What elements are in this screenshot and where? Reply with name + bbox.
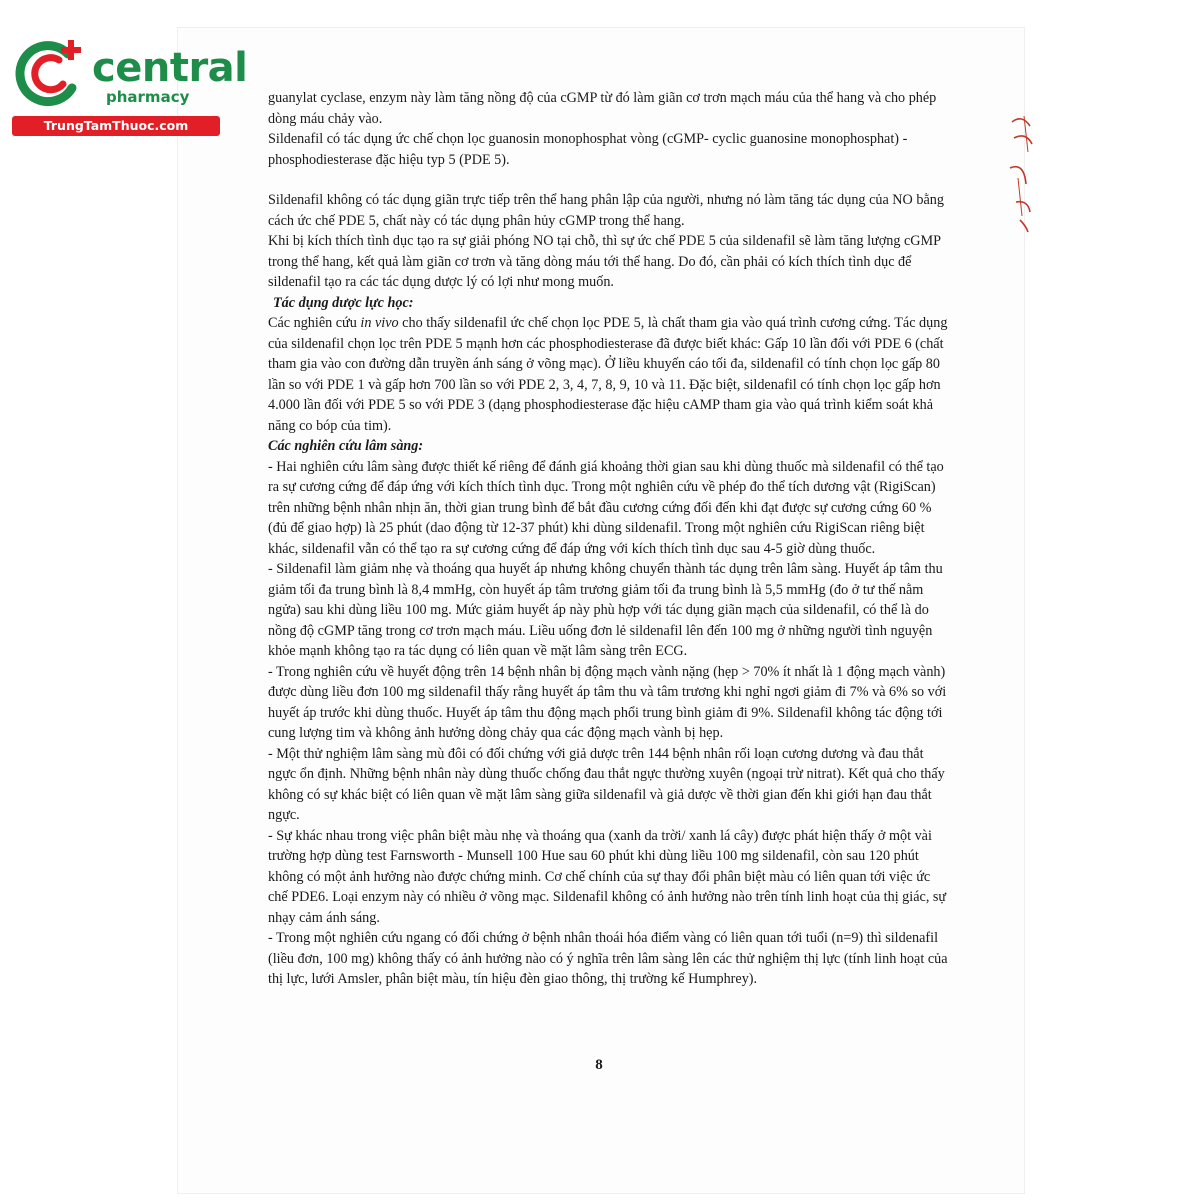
paragraph: Sildenafil không có tác dụng giãn trực tiếp trên thể hang phân lập của người, nhưng nó làm tăng tác dụng của NO bằng cách ức chế PDE 5, chất này có tác dụng phân hủy cGMP trong thể hang. [268, 192, 944, 229]
paragraph: - Một thử nghiệm lâm sàng mù đôi có đối chứng với giả dược trên 144 bệnh nhân rối loạn cương dương và đau thắt ngực ổn định. Những bệnh nhân này dùng thuốc chống đau thắt ngực thường xuyên (ngoại trừ nitrat). Kết quả cho thấy không có sự khác biệt có liên quan về mặt lâm sàng giữa sildenafil và giả dược về thời gian đến khi giới hạn đau thắt ngực. [268, 745, 945, 823]
brand-subtitle: pharmacy [106, 88, 190, 106]
paragraph: - Trong một nghiên cứu ngang có đối chứng ở bệnh nhân thoái hóa điểm vàng có liên quan tới tuổi (n=9) thì sildenafil (liều đơn, 100 mg) không thấy có ảnh hưởng nào có ý nghĩa trên lâm sàng lên các thử nghiệm thị lực (tính linh hoạt của thị lực, lưới Amsler, phân biệt màu, tín hiệu đèn giao thông, thị trường kế Humphrey). [268, 930, 948, 987]
paragraph: - Sự khác nhau trong việc phân biệt màu nhẹ và thoáng qua (xanh da trời/ xanh lá cây) được phát hiện thấy ở một vài trường hợp dùng test Farnsworth - Munsell 100 Hue sau 60 phút khi dùng liều 100 mg sildenafil, còn sau 120 phút không có một ảnh hưởng nào được chứng minh. Cơ chế chính của sự thay đổi phân biệt màu có liên quan tới việc ức chế PDE6. Loại enzym này có nhiều ở võng mạc. Sildenafil không có ảnh hưởng nào trên tính linh hoạt của thị giác, sự nhạy cảm ánh sáng. [268, 827, 947, 926]
section-heading-pharmacodynamics: Tác dụng dược lực học: [273, 294, 414, 311]
paragraph [268, 313, 948, 436]
brand-url-badge[interactable]: TrungTamThuoc.com [12, 116, 220, 136]
red-stamp-mark [1004, 108, 1038, 234]
paragraph-text: cho thấy sildenafil ức chế chọn lọc PDE 5, là chất tham gia vào quá trình cương cứng. Tác dụng của sildenafil chọn lọc trên PDE 5 mạnh hơn các phosphodiesterase đã được biết khác: Gấp 10 lần đối với PDE 6 (chất tham gia vào con đường dẫn truyền ánh sáng ở võng mạc). Ở liều khuyến cáo tối đa, sildenafil có tính chọn lọc gấp 80 lần so với PDE 1 và gấp hơn 700 lần so với PDE 2, 3, 4, 7, 8, 9, 10 và 11. Đặc biệt, sildenafil có tính chọn lọc gấp hơn 4.000 lần đối với PDE 5 so với PDE 3 (dạng phosphodiesterase đặc hiệu cAMP tham gia vào quá trình kiểm soát khả năng co bóp của tim). [268, 315, 948, 434]
pharmacy-cross-logo-icon [12, 38, 86, 112]
paragraph: - Sildenafil làm giảm nhẹ và thoáng qua huyết áp nhưng không chuyển thành tác dụng trên lâm sàng. Huyết áp tâm thu giảm tối đa trung bình là 8,4 mmHg, còn huyết áp tâm trương giảm tối đa trung bình là 5,5 mmHg (đo ở tư thế nằm ngửa) sau khi dùng liều 100 mg. Mức giảm huyết áp này phù hợp với tác dụng giãn mạch của sildenafil, có thể là do nồng độ cGMP tăng trong cơ trơn mạch máu. Liều uống đơn lẻ sildenafil lên đến 100 mg ở những người tình nguyện khỏe mạnh không tạo ra tác dụng có liên quan về mặt lâm sàng trên ECG. [268, 561, 943, 659]
paragraph: Khi bị kích thích tình dục tạo ra sự giải phóng NO tại chỗ, thì sự ức chế PDE 5 của sildenafil sẽ làm tăng lượng cGMP trong thể hang, kết quả làm giãn cơ trơn và tăng dòng máu tới thể hang. Do đó, cần phải có kích thích tình dục để sildenafil tạo ra các tác dụng dược lý có lợi như mong muốn. [268, 233, 941, 290]
section-heading-clinical-studies: Các nghiên cứu lâm sàng: [268, 438, 424, 454]
document-body [268, 88, 948, 990]
paragraph: - Trong nghiên cứu về huyết động trên 14 bệnh nhân bị động mạch vành nặng (hẹp > 70% ít nhất là 1 động mạch vành) được dùng liều đơn 100 mg sildenafil thấy rằng huyết áp tâm thu và tâm trương khi nghỉ ngơi giảm đi 7% và 6% so với huyết áp trước khi dùng thuốc. Huyết áp tâm thu động mạch phổi trung bình giảm đi 9%. Sildenafil không tác động tới cung lượng tim và không ảnh hưởng dòng chảy qua các động mạch vành bị hẹp. [268, 663, 947, 741]
page-number: 8 [595, 1057, 603, 1073]
paragraph-gap [268, 170, 948, 190]
paragraph-text: Các nghiên cứu [268, 315, 361, 331]
paragraph: - Hai nghiên cứu lâm sàng được thiết kế riêng để đánh giá khoảng thời gian sau khi dùng thuốc mà sildenafil có thể tạo ra sự cương cứng để đáp ứng với kích thích tình dục. Trong một nghiên cứu về phép đo thể tích dương vật (RigiScan) trên những bệnh nhân nhịn ăn, thời gian trung bình để bắt đầu cương cứng đối đến khi đạt được sự cương cứng 60 % (đủ để giao hợp) là 25 phút (dao động từ 12-37 phút) khi dùng sildenafil. Trong một nghiên cứu RigiScan riêng biệt khác, sildenafil vẫn có thể tạo ra sự cương cứng để đáp ứng với kích thích tình dục sau 4-5 giờ dùng thuốc. [268, 458, 944, 557]
paragraph: guanylat cyclase, enzym này làm tăng nồng độ của cGMP từ đó làm giãn cơ trơn mạch máu của thể hang và cho phép dòng máu chảy vào. [268, 90, 937, 127]
brand-name: central [92, 45, 248, 91]
brand-logo[interactable] [8, 38, 248, 138]
italic-term: in vivo [360, 315, 399, 331]
paragraph: Sildenafil có tác dụng ức chế chọn lọc guanosin monophosphat vòng (cGMP- cyclic guanosine monophosphat) - phosphodiesterase đặc hiệu typ 5 (PDE 5). [268, 131, 908, 168]
